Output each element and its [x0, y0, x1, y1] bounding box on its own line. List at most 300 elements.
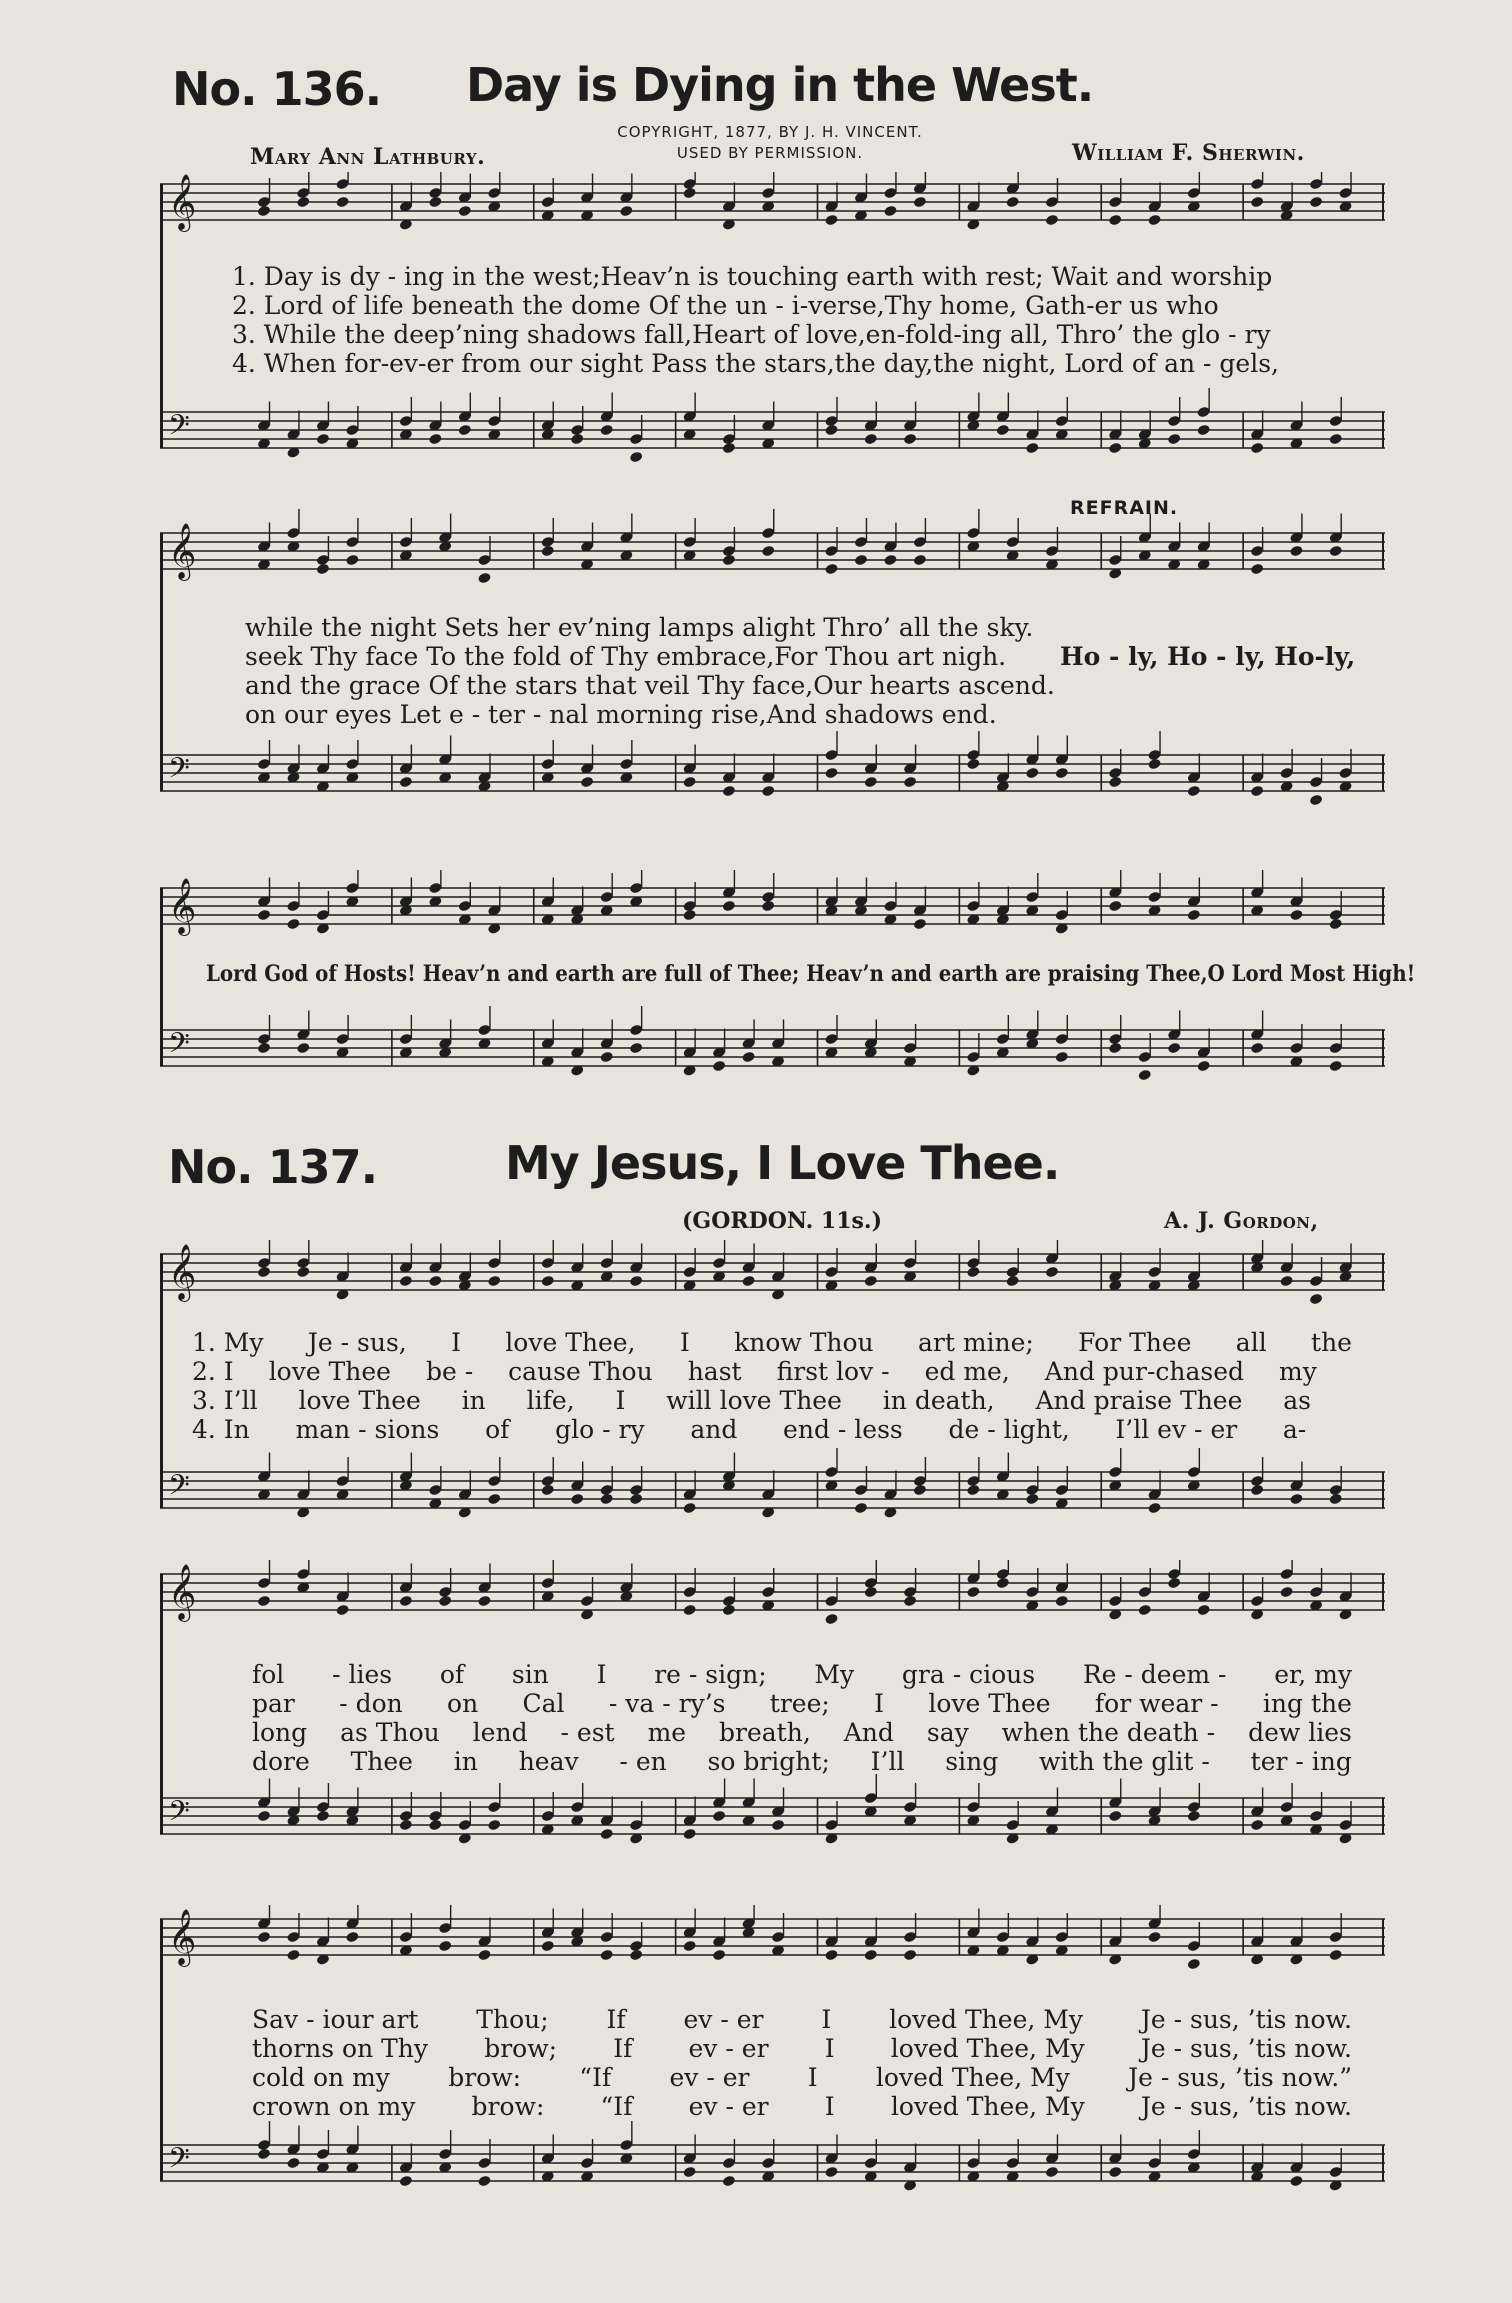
note-head: [824, 1613, 838, 1626]
lyric-syllable: Re - deem -: [1082, 1660, 1227, 1689]
lyric-syllable: ter - ing: [1250, 1747, 1352, 1776]
lyric-syllable: Sav - iour art: [252, 2005, 419, 2034]
lyric-syllable: my: [1279, 1357, 1317, 1386]
treble-clef-icon: 𝄞: [168, 878, 197, 934]
note-head: [1250, 1484, 1264, 1497]
note-head: [316, 433, 330, 446]
note-head: [477, 572, 491, 585]
note-head: [1045, 1266, 1059, 1279]
lyric-syllable: And: [843, 1718, 894, 1747]
note-head: [296, 196, 310, 209]
note-head: [1279, 1586, 1293, 1599]
note-head: [1250, 442, 1264, 455]
hymn-136-title: Day is Dying in the West.: [466, 58, 1094, 112]
lyric-syllable: 1. My: [192, 1328, 264, 1357]
note-head: [761, 785, 775, 798]
note-head: [296, 1266, 310, 1279]
note-head: [1187, 1958, 1201, 1971]
treble-staff: [160, 509, 1385, 584]
treble-clef-icon: 𝄞: [168, 1909, 197, 1965]
note-head: [286, 1949, 300, 1962]
lyric-syllable: hast: [687, 1357, 742, 1386]
note-head: [883, 554, 897, 567]
note-head: [399, 1595, 413, 1608]
lyric-syllable: Je - sus, ’tis now.: [1140, 2005, 1352, 2034]
hymn-137-composer: A. J. Gordon,: [1164, 1208, 1319, 1234]
note-head: [1309, 196, 1323, 209]
note-head: [570, 433, 584, 446]
verse-line: [192, 1415, 1352, 1444]
copyright-line-2: USED BY PERMISSION.: [676, 144, 864, 162]
lyric-syllable: And praise Thee: [1035, 1386, 1243, 1415]
lyric-syllable: me: [647, 1718, 687, 1747]
note-head: [399, 1819, 413, 1832]
note-head: [1138, 1604, 1152, 1617]
note-head: [1147, 758, 1161, 771]
lyric-syllable: I: [874, 1689, 885, 1718]
lyric-syllable: when the death -: [1001, 1718, 1216, 1747]
lyric-syllable: “If: [600, 2092, 633, 2121]
treble-clef-icon: 𝄞: [168, 1244, 197, 1300]
note-head: [913, 554, 927, 567]
note-head: [1005, 1275, 1019, 1288]
verse-line: [252, 1718, 1352, 1747]
note-head: [761, 900, 775, 913]
note-head: [438, 1595, 452, 1608]
note-head: [335, 196, 349, 209]
note-head: [1147, 1931, 1161, 1944]
lyric-syllable: If: [613, 2034, 633, 2063]
note-head: [1250, 1042, 1264, 1055]
note-head: [722, 1604, 736, 1617]
treble-clef-icon: 𝄞: [168, 1564, 197, 1620]
note-head: [1250, 563, 1264, 576]
note-head: [1289, 2175, 1303, 2188]
note-head: [1167, 1577, 1181, 1590]
note-head: [600, 1828, 614, 1841]
lyric-syllable: of: [485, 1415, 510, 1444]
note-head: [1329, 545, 1343, 558]
verse-line: [192, 1386, 1352, 1415]
note-head: [1108, 1042, 1122, 1055]
note-head: [864, 1586, 878, 1599]
note-head: [1196, 424, 1210, 437]
lyric-syllable: loved Thee, My: [890, 2034, 1085, 2063]
bass-clef-icon: 𝄢: [168, 1795, 190, 1835]
note-head: [722, 2175, 736, 2188]
verse-line: seek Thy face To the fold of Thy embrace,For Thou art nigh.: [245, 642, 1007, 671]
lyric-syllable: sing: [945, 1747, 999, 1776]
note-head: [257, 205, 271, 218]
lyric-syllable: crown on my: [252, 2092, 416, 2121]
note-head: [1108, 2166, 1122, 2179]
note-head: [629, 1949, 643, 1962]
lyric-syllable: loved Thee, My: [890, 2092, 1085, 2121]
note-head: [824, 214, 838, 227]
lyric-syllable: lend: [472, 1718, 528, 1747]
note-head: [600, 1493, 614, 1506]
note-head: [741, 1051, 755, 1064]
lyric-syllable: glo - ry: [555, 1415, 645, 1444]
note-head: [1279, 1275, 1293, 1288]
note-head: [903, 1949, 917, 1962]
hymn-136-copyright: [560, 122, 980, 164]
hymn-136-composer: William F. Sherwin.: [1072, 140, 1305, 166]
verse-line: 3. While the deep’ning shadows fall,Heart of love,en-fold-ing all, Thro’ the glo - ry: [232, 320, 1271, 349]
lyric-syllable: loved Thee, My: [875, 2063, 1070, 2092]
note-head: [1250, 785, 1264, 798]
note-head: [682, 1828, 696, 1841]
lyric-syllable: I: [615, 1386, 626, 1415]
note-head: [1138, 1069, 1152, 1082]
lyric-syllable: breath,: [719, 1718, 811, 1747]
hymn-137-system-1: [160, 1240, 1385, 1540]
lyric-syllable: dore: [252, 1747, 310, 1776]
lyric-syllable: the: [1311, 1328, 1352, 1357]
hymn-136-number: No. 136.: [172, 62, 382, 116]
note-head: [722, 554, 736, 567]
lyric-syllable: gra - cious: [901, 1660, 1036, 1689]
lyric-syllable: I: [679, 1328, 690, 1357]
bass-staff: [160, 1774, 1385, 1845]
lyric-syllable: of: [439, 1660, 465, 1689]
note-head: [1055, 767, 1069, 780]
note-head: [712, 1949, 726, 1962]
note-head: [712, 1060, 726, 1073]
note-head: [1045, 2166, 1059, 2179]
hymn-136-system-3-lyric: [206, 960, 1415, 989]
note-head: [458, 424, 472, 437]
note-head: [487, 1493, 501, 1506]
note-head: [257, 1595, 271, 1608]
verse-line: and the grace Of the stars that veil Thy face,Our hearts ascend.: [245, 671, 1055, 700]
note-head: [257, 2148, 271, 2161]
note-head: [966, 1586, 980, 1599]
lyric-syllable: for wear -: [1094, 1689, 1219, 1718]
lyric-syllable: love Thee: [298, 1386, 421, 1415]
lyric-syllable: de - light,: [948, 1415, 1070, 1444]
note-head: [996, 424, 1010, 437]
note-head: [1289, 909, 1303, 922]
verse-line: [192, 1357, 1352, 1386]
note-head: [629, 1042, 643, 1055]
note-head: [1005, 196, 1019, 209]
note-head: [1196, 1060, 1210, 1073]
lyric-syllable: on: [447, 1689, 479, 1718]
treble-staff: [160, 1905, 1385, 1970]
note-head: [541, 1484, 555, 1497]
note-head: [741, 1275, 755, 1288]
hymn-136-system-3: [160, 870, 1416, 1100]
bass-clef-icon: 𝄢: [168, 1027, 190, 1067]
note-head: [541, 545, 555, 558]
note-head: [600, 1051, 614, 1064]
note-head: [824, 2166, 838, 2179]
lyric-syllable: ing the: [1262, 1689, 1352, 1718]
lyric-syllable: will love Thee: [666, 1386, 842, 1415]
lyric-syllable: with the glit -: [1039, 1747, 1210, 1776]
note-head: [682, 2166, 696, 2179]
note-head: [966, 758, 980, 771]
lyric-syllable: cold on my: [252, 2063, 390, 2092]
note-head: [629, 451, 643, 464]
note-head: [903, 776, 917, 789]
lyric-syllable: brow:: [471, 2092, 545, 2121]
lyric-syllable: brow:: [448, 2063, 522, 2092]
verse-line: [252, 1689, 1352, 1718]
lyric-syllable: brow;: [484, 2034, 558, 2063]
lyric-syllable: in: [461, 1386, 486, 1415]
lyric-syllable: - va - ry’s: [608, 1689, 726, 1718]
note-head: [580, 776, 594, 789]
note-head: [1250, 196, 1264, 209]
note-head: [1147, 214, 1161, 227]
verse-line: [252, 2092, 1352, 2121]
lyric-syllable: as: [1283, 1386, 1312, 1415]
note-head: [1196, 1604, 1210, 1617]
lyric-syllable: art mine;: [917, 1328, 1034, 1357]
lyric-syllable: I: [824, 2092, 835, 2121]
hymn-136-system-1: [160, 172, 1385, 477]
note-head: [541, 1940, 555, 1953]
lyric-syllable: all: [1235, 1328, 1267, 1357]
hymn-136-author: Mary Ann Lathbury.: [250, 144, 486, 170]
lyric-syllable: I’ll: [870, 1747, 905, 1776]
note-head: [399, 1275, 413, 1288]
note-head: [1309, 794, 1323, 807]
note-head: [428, 196, 442, 209]
lyric-syllable: dew lies: [1248, 1718, 1352, 1747]
note-head: [1329, 433, 1343, 446]
note-head: [712, 1810, 726, 1823]
note-head: [903, 1595, 917, 1608]
note-head: [966, 1266, 980, 1279]
note-head: [913, 196, 927, 209]
lyric-syllable: I: [807, 2063, 818, 2092]
note-head: [864, 1949, 878, 1962]
lyric-syllable: I’ll ev - er: [1115, 1415, 1238, 1444]
note-head: [682, 776, 696, 789]
lyric-syllable: long: [252, 1718, 308, 1747]
treble-clef-icon: 𝄞: [168, 174, 197, 230]
note-head: [913, 1484, 927, 1497]
verse-line: 1. Day is dy - ing in the west;Heav’n is touching earth with rest; Wait and worship: [232, 262, 1273, 291]
note-head: [903, 433, 917, 446]
note-head: [864, 433, 878, 446]
lyric-syllable: re - sign;: [654, 1660, 767, 1689]
verse-line: [252, 2063, 1352, 2092]
verse-line: [252, 2034, 1352, 2063]
note-head: [428, 1275, 442, 1288]
treble-clef-icon: 𝄞: [168, 523, 197, 579]
verse-line: 2. Lord of life beneath the dome Of the un - i-verse,Thy home, Gath-er us who: [232, 291, 1219, 320]
bass-clef-icon: 𝄢: [168, 1469, 190, 1509]
note-head: [966, 1484, 980, 1497]
note-head: [1025, 1493, 1039, 1506]
note-head: [1025, 767, 1039, 780]
lyric-syllable: be -: [425, 1357, 474, 1386]
note-head: [722, 785, 736, 798]
note-head: [824, 1949, 838, 1962]
note-head: [316, 1810, 330, 1823]
note-head: [1187, 785, 1201, 798]
lyric-syllable: Je - sus, ’tis now.”: [1128, 2063, 1352, 2092]
lyric-syllable: heav: [518, 1747, 579, 1776]
lyric-syllable: loved Thee, My: [889, 2005, 1083, 2034]
lyric-syllable: thorns on Thy: [252, 2034, 429, 2063]
note-head: [1147, 1502, 1161, 1515]
lyric-syllable: 4. In: [192, 1415, 250, 1444]
lyric-syllable: For Thee: [1078, 1328, 1192, 1357]
lyric-syllable: first lov -: [776, 1357, 890, 1386]
note-head: [761, 545, 775, 558]
note-head: [487, 1819, 501, 1832]
verse-line: [252, 2005, 1352, 2034]
lyric-syllable: sin: [511, 1660, 549, 1689]
lyric-syllable: 3. I’ll: [192, 1386, 258, 1415]
note-head: [1167, 1042, 1181, 1055]
verse-line: 4. When for-ev-er from our sight Pass the stars,the day,the night, Lord of an - gels,: [232, 349, 1279, 378]
lyric-syllable: My: [814, 1660, 855, 1689]
note-head: [1108, 214, 1122, 227]
note-head: [864, 1275, 878, 1288]
hymn-136-system-2: [160, 497, 1385, 835]
note-head: [257, 1810, 271, 1823]
refrain-words: [1060, 642, 1355, 671]
lyric-syllable: I: [596, 1660, 607, 1689]
hymn-136-system-1-verses: [232, 262, 1279, 378]
lyric-syllable: - don: [339, 1689, 403, 1718]
note-head: [600, 424, 614, 437]
note-head: [722, 900, 736, 913]
note-head: [682, 1940, 696, 1953]
bass-staff: [160, 1448, 1385, 1519]
lyric-syllable: Je - sus,: [307, 1328, 407, 1357]
note-head: [399, 2175, 413, 2188]
bass-staff: [160, 731, 1385, 806]
note-head: [854, 1502, 868, 1515]
note-head: [1108, 776, 1122, 789]
note-head: [399, 776, 413, 789]
verse-line: while the night Sets her ev’ning lamps alight Thro’ all the sky.: [245, 613, 1034, 642]
treble-staff: [160, 870, 1385, 936]
hymn-137-system-3: [160, 1905, 1385, 2215]
note-head: [257, 1266, 271, 1279]
note-head: [345, 554, 359, 567]
hymn-137-title: My Jesus, I Love Thee.: [505, 1136, 1060, 1190]
lyric-syllable: end - less: [783, 1415, 903, 1444]
verse-line: on our eyes Let e - ter - nal morning rise,And shadows end.: [245, 700, 997, 729]
lyric-syllable: tree;: [769, 1689, 830, 1718]
note-head: [1055, 1595, 1069, 1608]
note-head: [996, 1577, 1010, 1590]
note-head: [296, 1042, 310, 1055]
note-head: [316, 563, 330, 576]
note-head: [1187, 1810, 1201, 1823]
lyric-syllable: a-: [1282, 1415, 1307, 1444]
note-head: [477, 1595, 491, 1608]
hymn-137-number: No. 137.: [168, 1140, 378, 1194]
note-head: [1329, 918, 1343, 931]
note-head: [629, 1275, 643, 1288]
lyric-syllable: And pur-chased: [1044, 1357, 1245, 1386]
bass-clef-icon: 𝄢: [168, 409, 190, 449]
lyric-syllable: cause Thou: [508, 1357, 653, 1386]
bass-staff: [160, 388, 1385, 463]
note-head: [824, 767, 838, 780]
treble-staff: [160, 1560, 1385, 1625]
refrain-lyric-line: Lord God of Hosts! Heav’n and earth are full of Thee; Heav’n and earth are praising Thee,O Lord Most High!: [206, 961, 1416, 987]
note-head: [1289, 1493, 1303, 1506]
lyric-syllable: er, my: [1274, 1660, 1352, 1689]
note-head: [438, 1940, 452, 1953]
note-head: [1167, 433, 1181, 446]
bass-staff: [160, 1006, 1385, 1081]
note-head: [428, 1819, 442, 1832]
lyric-syllable: Thee: [350, 1747, 413, 1776]
note-head: [1329, 1060, 1343, 1073]
note-head: [428, 433, 442, 446]
lyric-syllable: - est: [560, 1718, 615, 1747]
bass-staff: [160, 2121, 1385, 2192]
copyright-line-1: COPYRIGHT, 1877, BY J. H. VINCENT.: [617, 123, 923, 141]
lyric-syllable: man - sions: [295, 1415, 440, 1444]
hymn-137-system-1-verses: [192, 1328, 1352, 1444]
note-head: [771, 1819, 785, 1832]
lyric-syllable: love Thee: [928, 1689, 1051, 1718]
lyric-syllable: say: [926, 1718, 969, 1747]
note-head: [257, 909, 271, 922]
note-head: [600, 1949, 614, 1962]
verse-line: [252, 1747, 1352, 1776]
lyric-syllable: ev - er: [683, 2005, 764, 2034]
lyric-syllable: know Thou: [734, 1328, 874, 1357]
note-head: [629, 1493, 643, 1506]
note-head: [619, 205, 633, 218]
note-head: [1289, 545, 1303, 558]
lyric-syllable: fol: [252, 1660, 285, 1689]
lyric-syllable: in death,: [882, 1386, 995, 1415]
lyric-syllable: I: [451, 1328, 461, 1357]
lyric-syllable: love Thee,: [505, 1328, 636, 1357]
lyric-syllable: If: [606, 2005, 626, 2034]
note-head: [541, 1275, 555, 1288]
lyric-syllable: Je - sus, ’tis now.: [1140, 2034, 1352, 2063]
note-head: [1108, 1810, 1122, 1823]
hymn-136-system-2-verses: [245, 613, 1055, 729]
note-head: [477, 1949, 491, 1962]
lyric-syllable: - lies: [332, 1660, 393, 1689]
lyric-syllable: love Thee: [268, 1357, 391, 1386]
refrain-label: REFRAIN.: [1070, 497, 1179, 519]
refrain-line: Ho - ly, Ho - ly, Ho-ly,: [1060, 642, 1356, 671]
note-head: [345, 1931, 359, 1944]
lyric-syllable: Cal: [522, 1689, 565, 1718]
note-head: [1025, 442, 1039, 455]
note-head: [883, 205, 897, 218]
note-head: [1329, 1949, 1343, 1962]
note-head: [257, 1931, 271, 1944]
treble-staff: [160, 172, 1385, 232]
lyric-syllable: ev - er: [688, 2034, 769, 2063]
lyric-syllable: life,: [526, 1386, 575, 1415]
lyric-syllable: par: [252, 1689, 295, 1718]
lyric-syllable: ev - er: [688, 2092, 769, 2121]
note-head: [570, 1493, 584, 1506]
lyric-syllable: Thou;: [476, 2005, 549, 2034]
note-head: [824, 563, 838, 576]
hymn-137-system-3-verses: [252, 2005, 1352, 2121]
